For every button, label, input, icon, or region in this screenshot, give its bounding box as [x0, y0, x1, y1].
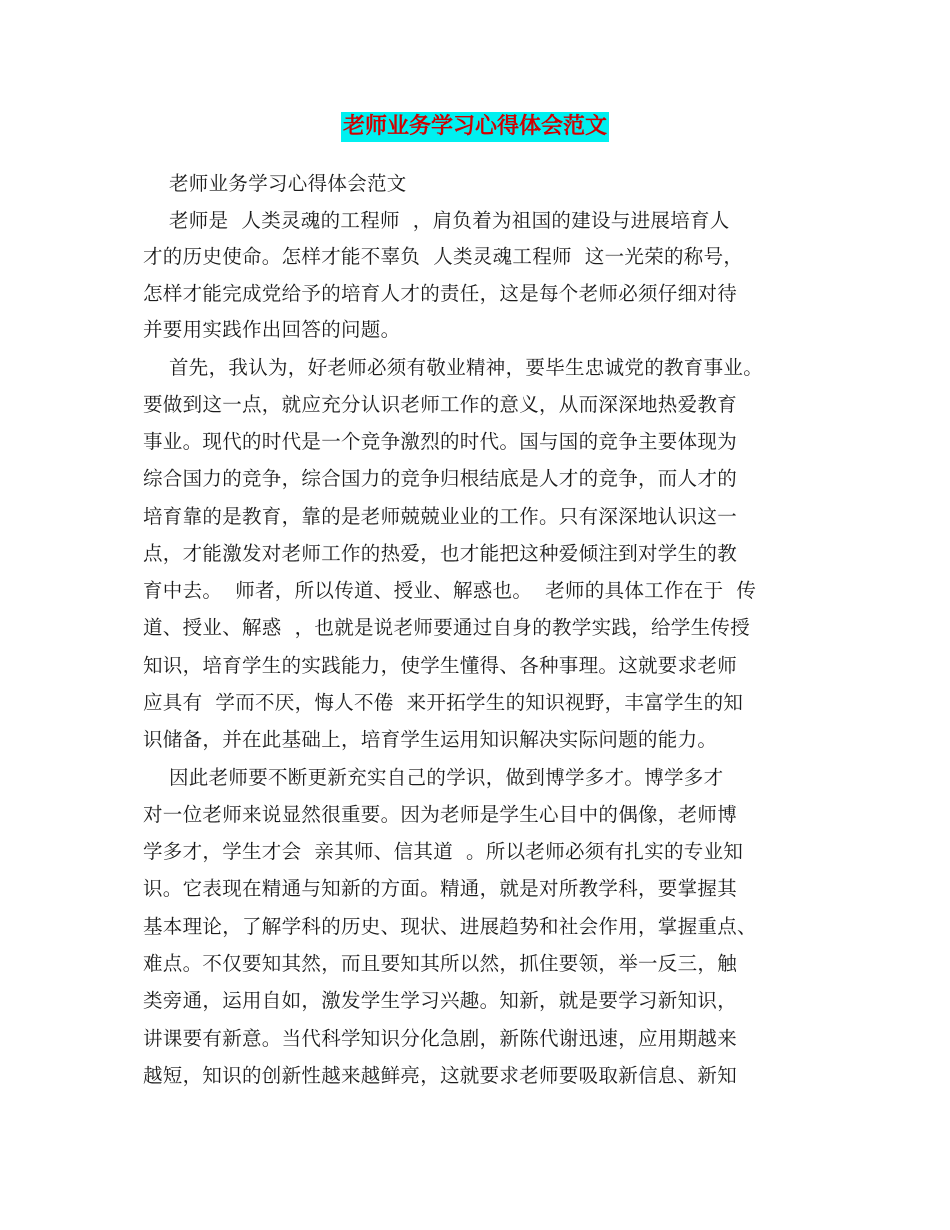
text-line: 才的历史使命。怎样才能不辜负 人类灵魂工程师 这一光荣的称号，	[143, 245, 744, 268]
text-line: 培育靠的是教育，靠的是老师兢兢业业的工作。只有深深地认识这一	[143, 505, 738, 528]
text-line: 点，才能激发对老师工作的热爱，也才能把这种爱倾注到对学生的教	[143, 542, 738, 565]
text-line: 类旁通，运用自如，激发学生学习兴趣。知新，就是要学习新知识，	[143, 989, 738, 1012]
text-line: 并要用实践作出回答的问题。	[143, 318, 401, 341]
text-line: 识储备，并在此基础上，培育学生运用知识解决实际问题的能力。	[143, 728, 718, 751]
text-line: 对一位老师来说显然很重要。因为老师是学生心目中的偶像，老师博	[143, 803, 738, 826]
text-line: 知识，培育学生的实践能力，使学生懂得、各种事理。这就要求老师	[143, 654, 738, 677]
text-line: 识。它表现在精通与知新的方面。精通，就是对所教学科，要掌握其	[143, 877, 738, 900]
text-line: 应具有 学而不厌，悔人不倦 来开拓学生的知识视野，丰富学生的知	[143, 691, 744, 714]
text-line: 学多才，学生才会 亲其师、信其道 。所以老师必须有扎实的专业知	[143, 840, 744, 863]
text-line: 因此老师要不断更新充实自己的学识，做到博学多才。博学多才	[143, 766, 724, 789]
text-line: 道、授业、解惑 ，也就是说老师要通过自身的教学实践，给学生传授	[143, 616, 750, 639]
text-line: 要做到这一点，就应充分认识老师工作的意义，从而深深地热爱教育	[143, 393, 738, 416]
text-line: 育中去。 师者，所以传道、授业、解惑也。 老师的具体工作在于 传	[143, 579, 757, 602]
text-line: 老师业务学习心得体会范文	[143, 172, 407, 195]
document-title: 老师业务学习心得体会范文	[341, 112, 609, 142]
text-line: 怎样才能完成党给予的培育人才的责任，这是每个老师必须仔细对待	[143, 282, 738, 305]
text-line: 基本理论，了解学科的历史、现状、进展趋势和社会作用，掌握重点、	[143, 915, 757, 938]
text-line: 越短，知识的创新性越来越鲜亮，这就要求老师要吸取新信息、新知	[143, 1064, 738, 1087]
text-line: 综合国力的竞争，综合国力的竞争归根结底是人才的竞争，而人才的	[143, 467, 738, 490]
text-line: 事业。现代的时代是一个竞争激烈的时代。国与国的竞争主要体现为	[143, 430, 738, 453]
text-line: 首先，我认为，好老师必须有敬业精神，要毕生忠诚党的教育事业。	[143, 356, 763, 379]
title-container	[0, 112, 950, 142]
text-line: 老师是 人类灵魂的工程师 ，肩负着为祖国的建设与进展培育人	[143, 209, 730, 232]
text-line: 难点。不仅要知其然，而且要知其所以然，抓住要领，举一反三，触	[143, 952, 738, 975]
text-line: 讲课要有新意。当代科学知识分化急剧，新陈代谢迅速，应用期越来	[143, 1027, 738, 1050]
